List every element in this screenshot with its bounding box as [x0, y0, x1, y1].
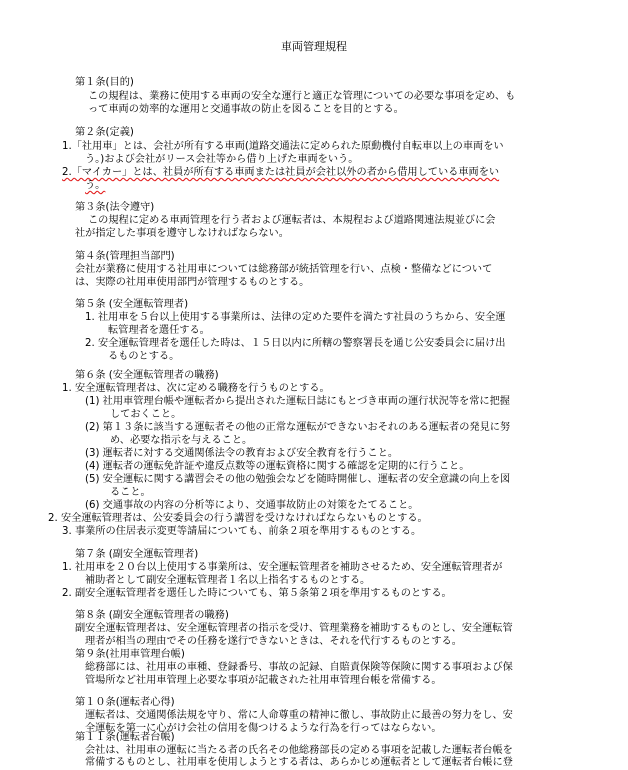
article-6-sub-6: (6) 交通事故の内容の分析等により、交通事故防止の対策をたてること。: [85, 500, 419, 511]
article-3-heading: 第３条(法令遵守): [75, 202, 155, 213]
article-5-item-1: 1. 社用車を５台以上使用する事業所は、法律の定めた要件を満たす社員のうちから、安全運: [85, 312, 506, 323]
article-5-item-2-cont: るものとする。: [108, 351, 180, 362]
article-8-text: 副安全運転管理者は、安全運転管理者の指示を受け、管理業務を補助するものとし、安全運転管: [75, 623, 513, 634]
article-6-item-2: 2. 安全運転管理者は、公安委員会の行う講習を受けなければならないものとする。: [48, 513, 428, 524]
article-7-heading: 第７条 (副安全運転管理者): [75, 549, 199, 560]
article-1-text: この規程は、業務に使用する車両の安全な運行と適正な管理についての必要な事項を定め、も: [88, 91, 516, 102]
article-5-item-2: 2. 安全運転管理者を選任した時は、１５日以内に所轄の警察署長を通じ公安委員会に届け出: [85, 338, 506, 349]
article-4-text: は、実際の社用車使用部門が管理するものとする。: [75, 277, 310, 288]
article-10-text: 運転者は、交通関係法規を守り、常に人命尊重の精神に徹し、事故防止に最善の努力をし、安: [85, 710, 513, 721]
article-7-item-1: 1. 社用車を２０台以上使用する事業所は、安全運転管理者を補助させるため、安全運転管理者が: [62, 562, 503, 573]
article-11-text: 会社は、社用車の運転に当たる者の氏名その他総務部長の定める事項を記載した運転者台帳を: [85, 745, 513, 756]
article-10-text: 全運転を第一に心がけ会社の信用を傷つけるような行為を行ってはならない。: [85, 723, 442, 734]
article-3-text: 社が指定した事項を遵守しなければならない。: [75, 228, 289, 239]
article-11-heading: 第１１条(運転者台帳): [75, 732, 175, 743]
article-6-item-3: 3. 事業所の住居表示変更等請届についても、前条２項を準用するものとする。: [62, 526, 422, 537]
article-7-item-1-cont: 補助者として副安全運転管理者１名以上指名するものとする。: [85, 575, 371, 586]
article-3-text: この規程に定める車両管理を行う者および運転者は、本規程および道路関連法規並びに会: [88, 215, 496, 226]
article-6-sub-5-cont: ること。: [110, 487, 151, 498]
article-2-item-1: 1.「社用車」とは、会社が所有する車両(道路交通法に定められた原動機付自転車以上の車両をい: [62, 141, 504, 152]
article-2-item-1-cont: う。)および会社がリース会社等から借り上げた車両をいう。: [85, 154, 359, 165]
article-7-item-2: 2. 副安全運転管理者を選任した時についても、第５条第２項を準用するものとする。: [62, 588, 452, 599]
article-6-sub-3: (3) 運転者に対する交通関係法令の教育および安全教育を行うこと。: [85, 448, 399, 459]
article-1-text: って車両の効率的な運用と交通事故の防止を図ることを目的とする。: [88, 104, 404, 115]
article-6-sub-5: (5) 安全運転に関する講習会その他の勉強会などを随時開催し、運転者の安全意識の向上を図: [85, 474, 511, 485]
article-8-text: 理者が相当の理由でその任務を遂行できないときは、それを代行するものとする。: [85, 636, 462, 647]
article-9-text: 総務部には、社用車の車種、登録番号、事故の記録、自賠責保険等保険に関する事項および保: [85, 662, 513, 673]
article-6-heading: 第６条 (安全運転管理者の職務): [75, 370, 219, 381]
article-4-text: 会社が業務に使用する社用車については総務部が統括管理を行い、点検・整備などについて: [75, 264, 493, 275]
article-6-sub-1-cont: しておくこと。: [110, 409, 182, 420]
article-8-heading: 第８条 (副安全運転管理者の職務): [75, 610, 229, 621]
article-9-text: 管場所など社用車管理上必要な事項が記載された社用車管理台帳を常備する。: [85, 675, 442, 686]
article-5-heading: 第５条 (安全運転管理者): [75, 299, 189, 310]
article-2-item-2-spellcheck: 2.「マイカー」とは、社員が所有する車両または社員が会社以外の者から借用している車両をい: [62, 167, 500, 178]
article-6-sub-2-cont: め、必要な指示を与えること。: [110, 435, 253, 446]
article-6-sub-4: (4) 運転者の運転免許証や違反点数等の運転資格に関する確認を定期的に行うこと。: [85, 461, 470, 472]
article-6-sub-1: (1) 社用車管理台帳や運転者から提出された運転日誌にもとづき車両の運行状況等を常に把握: [85, 396, 510, 407]
article-9-heading: 第９条(社用車管理台帳): [75, 649, 185, 660]
article-11-text: 常備するものとし、社用車を使用しようとする者は、あらかじめ運転者として運転者台帳に登: [85, 757, 513, 768]
article-6-sub-2: (2) 第１３条に該当する運転者その他の正常な運転ができないおそれのある運転者の発見に努: [85, 422, 511, 433]
article-6-item-1: 1. 安全運転管理者は、次に定める職務を行うものとする。: [62, 383, 330, 394]
document-title: 車両管理規程: [281, 40, 347, 53]
article-5-item-1-cont: 転管理者を選任する。: [108, 325, 210, 336]
article-1-heading: 第１条(目的): [75, 77, 134, 88]
article-4-heading: 第４条(管理担当部門): [75, 251, 175, 262]
article-10-heading: 第１０条(運転者心得): [75, 697, 175, 708]
article-2-heading: 第２条(定義): [75, 127, 134, 138]
article-2-item-2-cont: う。: [85, 180, 106, 191]
